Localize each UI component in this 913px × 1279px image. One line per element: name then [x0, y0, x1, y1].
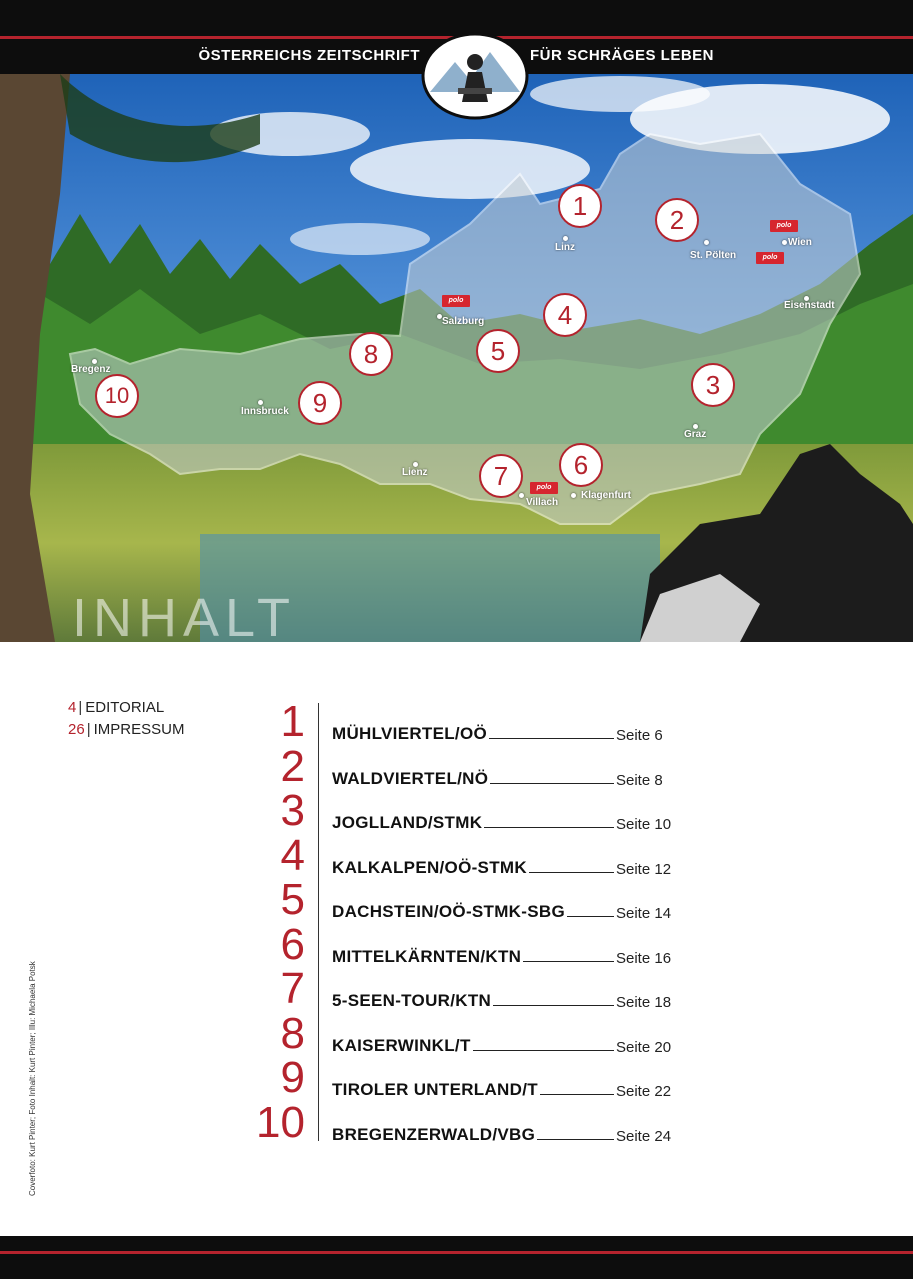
toc-page-ref: Seite 16: [616, 949, 672, 967]
city-dot: [563, 236, 568, 241]
city-dot: [704, 240, 709, 245]
toc-page-ref: Seite 22: [616, 1083, 672, 1100]
landscape-illustration: [0, 74, 913, 642]
toc-page-ref: Seite 14: [616, 905, 672, 922]
toc-entry[interactable]: [332, 761, 732, 791]
map-marker-5: 5: [476, 329, 520, 373]
toc-page-ref: Seite 8: [616, 771, 663, 789]
toc-title: DACHSTEIN/OÖ-STMK-SBG: [332, 902, 565, 921]
map-marker-6: 6: [559, 443, 603, 487]
extras-list: [68, 697, 184, 741]
toc-entry[interactable]: [332, 983, 732, 1013]
photo-credit: Coverfoto: Kurt Pinter; Foto Inhalt: Kurt Pinter; Illu: Michaela Potsk: [28, 961, 37, 1196]
toc-leader-line: [490, 783, 614, 784]
toc-title: BREGENZERWALD/VBG: [332, 1124, 536, 1144]
toc-entry[interactable]: [332, 805, 732, 835]
extras-item: 26 | IMPRESSUM: [68, 721, 185, 738]
city-label: Salzburg: [442, 316, 485, 327]
magazine-logo: [420, 32, 530, 124]
polo-dealer-icon: polo: [770, 220, 798, 232]
toc-title: MITTELKÄRNTEN/KTN: [332, 946, 522, 966]
map-marker-9: 9: [298, 381, 342, 425]
extras-item: 4 | EDITORIAL: [68, 699, 165, 716]
city-label: St. Pölten: [690, 250, 737, 261]
toc-page-ref: Seite 12: [616, 860, 672, 878]
page-title: INHALT: [72, 588, 297, 648]
toc-title: 5-SEEN-TOUR/KTN: [332, 991, 492, 1010]
map-marker-1: 1: [558, 184, 602, 228]
polo-dealer-icon: polo: [756, 252, 784, 264]
map-marker-4: 4: [543, 293, 587, 337]
toc-number: 8: [280, 1008, 305, 1058]
toc-title: JOGLLAND/STMK: [332, 813, 483, 832]
toc-leader-line: [567, 916, 614, 917]
toc-page-ref: Seite 18: [616, 994, 672, 1011]
city-label: Wien: [788, 237, 812, 248]
map-marker-10: 10: [95, 374, 139, 418]
toc-title: MÜHLVIERTEL/OÖ: [332, 724, 487, 743]
map-marker-3: 3: [691, 363, 735, 407]
extras-label: IMPRESSUM: [93, 721, 185, 738]
toc-entry[interactable]: [332, 1117, 732, 1147]
map-marker-2: 2: [655, 198, 699, 242]
hero-image: [0, 74, 913, 642]
toc-number: 9: [280, 1053, 305, 1102]
extras-label: EDITORIAL: [85, 699, 165, 716]
toc-number: 10: [256, 1097, 305, 1147]
toc-number: 6: [280, 919, 305, 969]
toc-entry[interactable]: [332, 850, 732, 880]
toc-number: 2: [280, 741, 305, 791]
city-label: Bregenz: [71, 364, 111, 375]
polo-dealer-icon: polo: [530, 482, 558, 494]
city-label: Lienz: [402, 467, 428, 478]
map-marker-7: 7: [479, 454, 523, 498]
toc-leader-line: [529, 872, 614, 873]
city-label: Linz: [555, 242, 575, 253]
footer-red-line: [0, 1251, 913, 1254]
toc-entry[interactable]: [332, 1072, 732, 1102]
toc-entry[interactable]: [332, 939, 732, 969]
toc-entry[interactable]: [332, 1028, 732, 1058]
toc-entry[interactable]: [332, 894, 732, 924]
toc-leader-line: [473, 1050, 614, 1051]
toc-leader-line: [493, 1005, 614, 1006]
toc-leader-line: [537, 1139, 614, 1140]
toc-number: 7: [280, 964, 305, 1013]
toc-page-ref: Seite 24: [616, 1127, 672, 1145]
toc-page-ref: Seite 6: [616, 727, 663, 744]
tagline-right: FÜR SCHRÄGES LEBEN: [530, 47, 715, 64]
city-label: Innsbruck: [241, 406, 289, 417]
toc-number: 4: [280, 830, 305, 880]
city-label: Graz: [684, 429, 707, 440]
toc-title: TIROLER UNTERLAND/T: [332, 1080, 538, 1099]
toc-page-ref: Seite 20: [616, 1038, 672, 1056]
city-dot: [782, 240, 787, 245]
toc-number: 1: [280, 697, 305, 746]
toc-entry[interactable]: [332, 716, 732, 746]
city-dot: [571, 493, 576, 498]
toc-leader-line: [523, 961, 614, 962]
city-label: Klagenfurt: [581, 490, 631, 501]
toc-page-ref: Seite 10: [616, 816, 672, 833]
tagline-left: ÖSTERREICHS ZEITSCHRIFT: [198, 47, 420, 64]
toc-leader-line: [484, 827, 614, 828]
toc-title: KAISERWINKL/T: [332, 1035, 471, 1055]
city-dot: [519, 493, 524, 498]
toc-leader-line: [540, 1094, 614, 1095]
toc-number: 5: [280, 875, 305, 924]
city-dot: [258, 400, 263, 405]
toc-leader-line: [489, 738, 614, 739]
extras-page-number: 4: [68, 699, 77, 716]
toc-divider: [318, 703, 319, 1141]
extras-page-number: 26: [68, 721, 85, 738]
map-marker-8: 8: [349, 332, 393, 376]
polo-dealer-icon: polo: [442, 295, 470, 307]
toc-title: KALKALPEN/OÖ-STMK: [332, 857, 527, 877]
toc-number: 3: [280, 786, 305, 835]
city-label: Villach: [526, 497, 559, 508]
toc-title: WALDVIERTEL/NÖ: [332, 768, 489, 788]
footer-bar: [0, 1236, 913, 1279]
city-label: Eisenstadt: [784, 300, 835, 311]
